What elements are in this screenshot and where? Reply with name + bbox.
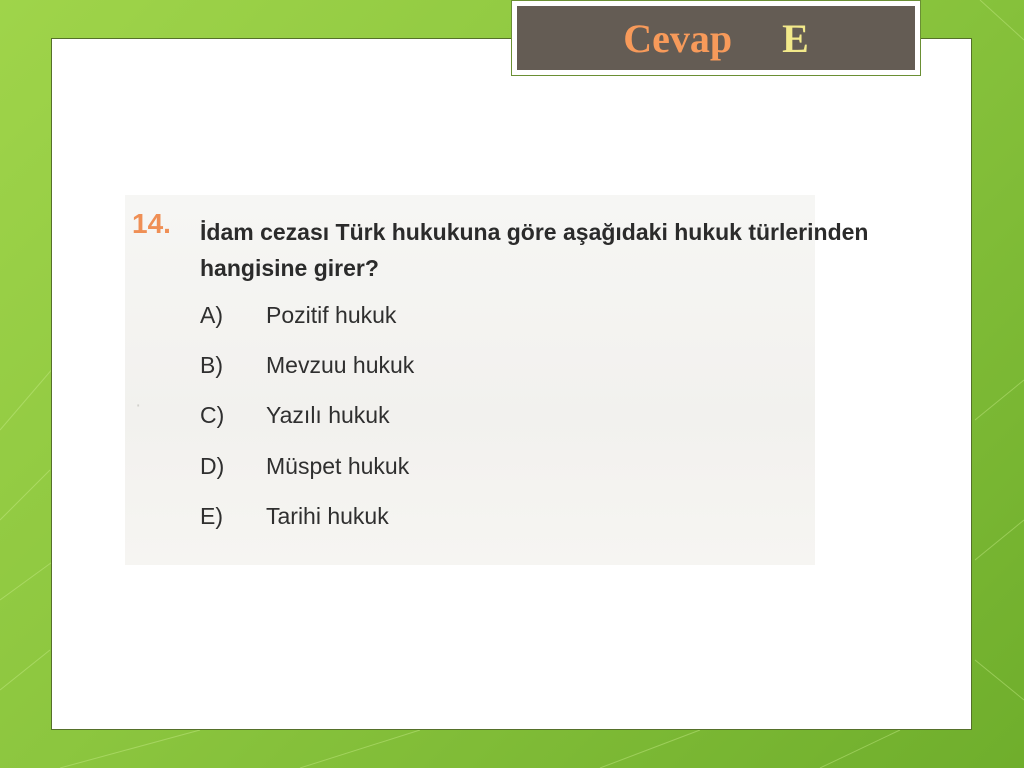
option-e-letter: E)	[200, 503, 223, 529]
option-b-text: Mevzuu hukuk	[266, 352, 415, 378]
answer-letter: E	[782, 15, 809, 61]
option-a-text: Pozitif hukuk	[266, 302, 397, 328]
question-number: 14.	[132, 208, 171, 239]
option-e-text: Tarihi hukuk	[266, 503, 389, 529]
option-d-letter: D)	[200, 453, 225, 479]
option-c-letter: C)	[200, 402, 225, 428]
option-a-letter: A)	[200, 302, 223, 328]
question-text: İdam cezası Türk hukukuna göre aşağıdaki hukuk türlerinden hangisine girer?	[200, 219, 869, 281]
option-d-text: Müspet hukuk	[266, 453, 410, 479]
answer-title-bar	[517, 6, 915, 70]
option-c-text: Yazılı hukuk	[266, 402, 390, 428]
bleed-through-text: ·	[135, 395, 142, 416]
answer-title-box	[511, 0, 921, 76]
option-b-letter: B)	[200, 352, 223, 378]
answer-title-word: Cevap	[623, 15, 733, 61]
